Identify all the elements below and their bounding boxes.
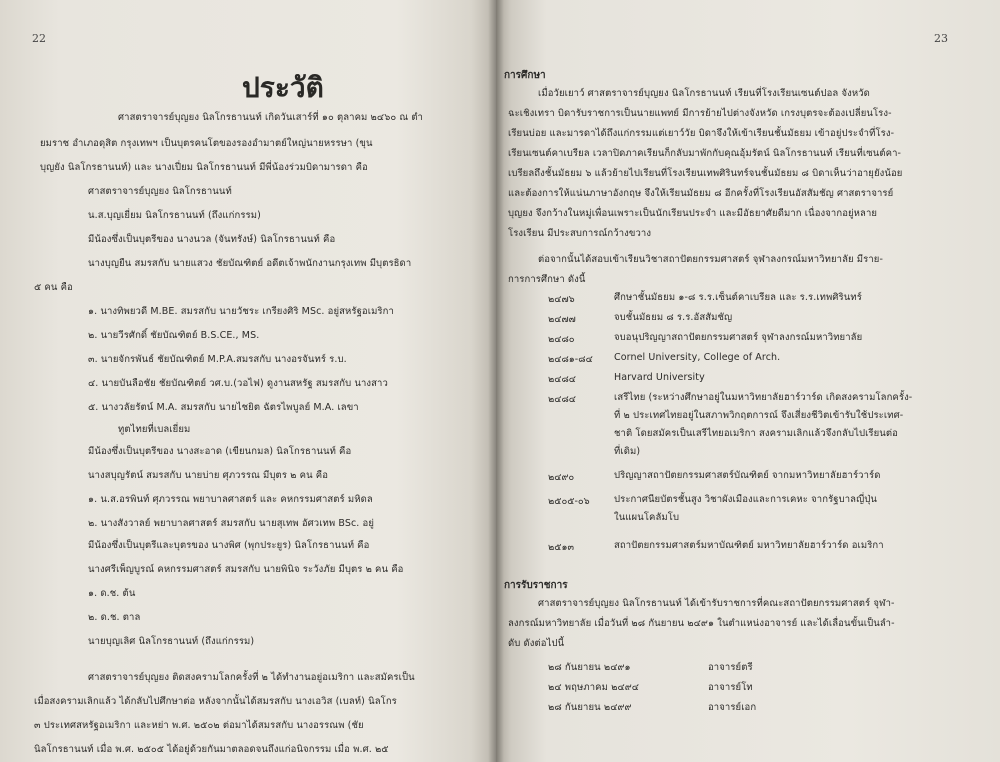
body-line: เบรียลถึงชั้นมัธยม ๖ แล้วย้ายไปเรียนที่โรงเรียนเทพศิรินทร์จนชั้นมัธยม ๘ บิดาเห็นว่าอายุยังน้อย [508, 168, 903, 179]
timeline-year: ๒๔๘๑-๘๔ [548, 354, 593, 365]
timeline-year: ๒๕๑๓ [548, 542, 574, 553]
body-line: มีน้องซึ่งเป็นบุตรีของ นางสะอาด (เขียนกมล) นิลโกรธานนท์ คือ [88, 446, 352, 457]
service-date: ๒๘ กันยายน ๒๔๙๙ [548, 702, 632, 713]
body-line: น.ส.บุญเยี่ยม นิลโกรธานนท์ (ถึงแก่กรรม) [88, 210, 261, 221]
list-item: ๑. น.ส.อรพินท์ ศุภวรรณ พยาบาลศาสตร์ และ คหกรรมศาสตร์ มหิดล [88, 494, 373, 505]
body-line: ศาสตราจารย์บุญยง ติดสงครามโลกครั้งที่ ๒ ได้ทำงานอยู่อเมริกา และสมัครเป็น [88, 672, 415, 683]
list-item: ๑. นางทิพยวดี M.BE. สมรสกับ นายวัชระ เกรียงศิริ MSc. อยู่สหรัฐอเมริกา [88, 306, 394, 317]
body-line: บุญยง จึงกว้างในหมู่เพื่อนเพราะเป็นนักเรียนประจำ และมีอัธยาศัยดีมาก เนื่องจากอยู่หลาย [508, 208, 878, 219]
timeline-text: ในแผนโคลัมโบ [614, 512, 680, 523]
body-line: ศาสตราจารย์บุญยง นิลโกรธานนท์ ได้เข้ารับราชการที่คณะสถาปัตยกรรมศาสตร์ จุฬา- [538, 598, 895, 609]
list-item: ๒. ด.ช. ตาล [88, 612, 141, 623]
timeline-year: ๒๕๐๕-๐๖ [548, 496, 590, 507]
body-line: ศาสตราจารย์บุญยง นิลโกรธานนท์ [88, 186, 232, 197]
list-item: ๓. นายจักรพันธ์ ชัยบัณฑิตย์ M.P.A.สมรสกับ นางอรจันทร์ ร.บ. [88, 354, 347, 365]
timeline-year: ๒๔๘๔ [548, 374, 576, 385]
body-line: เรียนเซนต์คาเบรียล เวลาปิดภาคเรียนก็กลับมาพักกับคุณอุ้มรัตน์ นิลโกรธานนท์ เรียนที่เซนต์คา- [508, 148, 902, 159]
body-line: ต่อจากนั้นได้สอบเข้าเรียนวิชาสถาปัตยกรรมศาสตร์ จุฬาลงกรณ์มหาวิทยาลัย มีราย- [538, 254, 884, 265]
body-line: การการศึกษา ดังนี้ [508, 274, 586, 285]
timeline-text: ที่ ๒ ประเทศไทยอยู่ในสภาพวิกฤตการณ์ จึงเสี่ยงชีวิตเข้ารับใช้ประเทศ- [614, 410, 904, 421]
timeline-text: จบอนุปริญญาสถาปัตยกรรมศาสตร์ จุฬาลงกรณ์มหาวิทยาลัย [614, 332, 863, 343]
list-item: ๒. นางสังวาลย์ พยาบาลศาสตร์ สมรสกับ นายสุเทพ อัศวเทพ BSc. อยู่ [88, 518, 375, 529]
book-gutter [488, 0, 504, 762]
body-line: นิลโกรธานนท์ เมื่อ พ.ศ. ๒๕๐๕ ได้อยู่ด้วยกันมาตลอดจนถึงแก่อนิจกรรม เมื่อ พ.ศ. ๒๕ [34, 744, 389, 755]
timeline-text: สถาปัตยกรรมศาสตร์มหาบัณฑิตย์ มหาวิทยาลัยฮาร์วาร์ด อเมริกา [614, 540, 884, 551]
page-title: ประวัติ [242, 71, 324, 104]
service-date: ๒๔ พฤษภาคม ๒๔๙๔ [548, 682, 640, 693]
body-line: นางสบุญรัตน์ สมรสกับ นายบ่าย ศุภวรรณ มีบุตร ๒ คน คือ [88, 470, 329, 481]
right-page [496, 0, 1000, 762]
body-line: มีน้องซึ่งเป็นบุตรีของ นางนวล (จันทรังษ์) นิลโกรธานนท์ คือ [88, 234, 336, 245]
timeline-text: จบชั้นมัธยม ๘ ร.ร.อัสสัมชัญ [614, 312, 733, 323]
service-rank: อาจารย์เอก [708, 702, 757, 713]
body-line: เมื่อวัยเยาว์ ศาสตราจารย์บุญยง นิลโกรธานนท์ เรียนที่โรงเรียนเซนต์ปอล จังหวัด [538, 88, 870, 99]
body-line: ดับ ดังต่อไปนี้ [508, 638, 565, 649]
body-line: ทูตไทยที่เบลเยี่ยม [118, 424, 191, 435]
body-line: บุญยัง นิลโกรธานนท์) และ นางเปี่ยม นิลโกรธานนท์ มีพี่น้องร่วมบิดามารดา คือ [40, 162, 368, 173]
service-date: ๒๘ กันยายน ๒๔๙๑ [548, 662, 631, 673]
service-rank: อาจารย์ตรี [708, 662, 753, 673]
timeline-text: Cornel University, College of Arch. [614, 352, 781, 363]
timeline-text: ที่เดิม) [614, 446, 641, 457]
timeline-year: ๒๔๘๔ [548, 394, 576, 405]
body-line: ยมราช อำเภอดุสิต กรุงเทพฯ เป็นบุตรคนโตของรองอำมาตย์ใหญ่นายหรรษา (ขุน [40, 138, 373, 149]
body-line: เมื่อสงครามเลิกแล้ว ได้กลับไปศึกษาต่อ หลังจากนั้นได้สมรสกับ นางเอวิส (เบลท์) นิลโกร [34, 696, 397, 707]
body-line: นายบุญเลิศ นิลโกรธานนท์ (ถึงแก่กรรม) [88, 636, 255, 647]
timeline-year: ๒๔๗๗ [548, 314, 576, 325]
education-heading: การศึกษา [504, 70, 546, 81]
timeline-text: ประกาศนียบัตรชั้นสูง วิชาผังเมืองและการเคหะ จากรัฐบาลญี่ปุ่น [614, 494, 878, 505]
timeline-text: ปริญญาสถาปัตยกรรมศาสตร์บัณฑิตย์ จากมหาวิทยาลัยฮาร์วาร์ด [614, 470, 881, 481]
timeline-text: ศึกษาชั้นมัธยม ๑-๘ ร.ร.เซ็นต์คาเบรียล และ ร.ร.เทพศิรินทร์ [614, 292, 862, 303]
left-page [0, 0, 496, 762]
timeline-text: Harvard University [614, 372, 705, 383]
list-item: ๑. ด.ช. ต้น [88, 588, 136, 599]
body-line: ๕ คน คือ [34, 282, 73, 293]
body-line: เรียนบ่อย และมารดาได้ถึงแก่กรรมแต่เยาว์วัย บิดาจึงให้เข้าเรียนชั้นมัธยม เข้าอยู่ประจำที่โรง- [508, 128, 895, 139]
body-line: ๓ ประเทศสหรัฐอเมริกา และหย่า พ.ศ. ๒๕๐๒ ต่อมาได้สมรสกับ นางอรรณพ (ชัย [34, 720, 364, 731]
body-line: และต้องการให้แน่นภาษาอังกฤษ จึงให้เรียนมัธยม ๘ อีกครั้งที่โรงเรียนอัสสัมชัญ ศาสตราจารย์ [508, 188, 894, 199]
timeline-text: ชาติ โดยสมัครเป็นเสรีไทยอเมริกา สงครามเลิกแล้วจึงกลับไปเรียนต่อ [614, 428, 898, 439]
page-number-left: 22 [32, 32, 46, 45]
timeline-year: ๒๔๘๐ [548, 334, 575, 345]
body-line: นางบุญยืน สมรสกับ นายแสวง ชัยบัณฑิตย์ อดีตเจ้าพนักงานกรุงเทพ มีบุตรธิดา [88, 258, 412, 269]
body-line: ศาสตราจารย์บุญยง นิลโกรธานนท์ เกิดวันเสาร์ที่ ๑๐ ตุลาคม ๒๔๖๐ ณ ตำ [118, 112, 423, 123]
body-line: นางศรีเพ็ญบูรณ์ คหกรรมศาสตร์ สมรสกับ นายพินิจ ระวังภัย มีบุตร ๒ คน คือ [88, 564, 404, 575]
timeline-year: ๒๔๗๖ [548, 294, 575, 305]
body-line: ลงกรณ์มหาวิทยาลัย เมื่อวันที่ ๒๘ กันยายน ๒๔๙๑ ในตำแหน่งอาจารย์ และได้เลื่อนขั้นเป็นลำ- [508, 618, 895, 629]
service-rank: อาจารย์โท [708, 682, 753, 693]
list-item: ๔. นายบันลือชัย ชัยบัณฑิตย์ วศ.บ.(วอไฟ) ดูงานสหรัฐ สมรสกับ นางสาว [88, 378, 388, 389]
timeline-year: ๒๔๙๐ [548, 472, 575, 483]
list-item: ๒. นายวีรศักดิ์ ชัยบัณฑิตย์ B.S.CE., MS. [88, 330, 260, 341]
timeline-text: เสรีไทย (ระหว่างศึกษาอยู่ในมหาวิทยาลัยฮาร์วาร์ด เกิดสงครามโลกครั้ง- [614, 392, 913, 403]
list-item: ๕. นางวลัยรัตน์ M.A. สมรสกับ นายไชยิต ฉัตรไพบูลย์ M.A. เลขา [88, 402, 359, 413]
page-number-right: 23 [934, 32, 948, 45]
service-heading: การรับราชการ [504, 580, 568, 591]
body-line: ฉะเชิงเทรา บิดารับราชการเป็นนายแพทย์ มีการย้ายไปต่างจังหวัด เกรงบุตรจะต้องเปลี่ยนโรง- [508, 108, 892, 119]
body-line: โรงเรียน มีประสบการณ์กว้างขวาง [508, 228, 652, 239]
body-line: มีน้องซึ่งเป็นบุตรีและบุตรของ นางพิศ (พุกประยูร) นิลโกรธานนท์ คือ [88, 540, 370, 551]
